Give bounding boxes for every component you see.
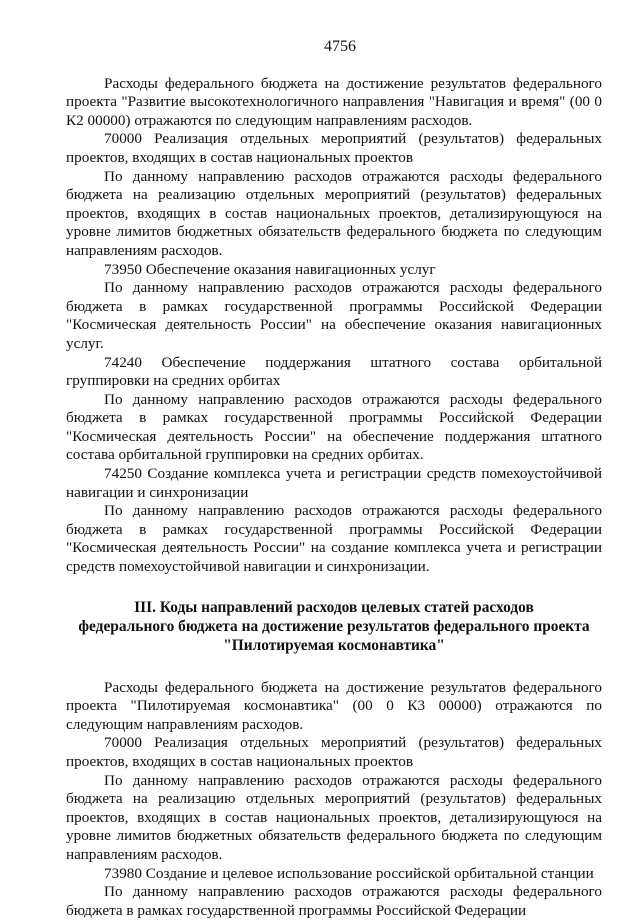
section1-item3-code-title: 74240 Обеспечение поддержания штатного состава орбитальной группировки на средних орбитах: [66, 353, 602, 390]
section2-item1-description: По данному направлению расходов отражаются расходы федерального бюджета на реализацию отдельных мероприятий (результатов) федеральных проектов, входящих в состав национальных проектов, детализирующуюся на уровне лимитов бюджетных обязательств федерального бюджета по следующим направлениям расходов.: [66, 771, 602, 863]
section1-item4-description: По данному направлению расходов отражаются расходы федерального бюджета в рамках государственной программы Российской Федерации "Космическая деятельность России" на создание комплекса учета и регистрации средств помехоустойчивой навигации и синхронизации.: [66, 502, 602, 576]
section-heading: [66, 598, 602, 655]
section1-intro: Расходы федерального бюджета на достижение результатов федерального проекта "Развитие высокотехнологичного направления "Навигация и время" (00 0 К2 00000) отражаются по следующим направлениям расходов.: [66, 74, 602, 129]
section2-item2-code-title: 73980 Создание и целевое использование российской орбитальной станции: [104, 864, 594, 882]
section1-item4-code-title: 74250 Создание комплекса учета и регистрации средств помехоустойчивой навигации и синхронизации: [66, 465, 602, 501]
section1-item1-code-title: 70000 Реализация отдельных мероприятий (результатов) федеральных проектов, входящих в состав национальных проектов: [66, 130, 602, 166]
section2-intro: Расходы федерального бюджета на достижение результатов федерального проекта "Пилотируемая космонавтика" (00 0 К3 00000) отражаются по следующим направлениям расходов.: [66, 678, 602, 733]
page-number: 4756: [324, 38, 356, 55]
section1-item1-description: По данному направлению расходов отражаются расходы федерального бюджета на реализацию отдельных мероприятий (результатов) федеральных проектов, входящих в состав национальных проектов, детализирующуюся на уровне лимитов бюджетных обязательств федерального бюджета по следующим направлениям расходов.: [66, 167, 602, 259]
section2-item2-description: По данному направлению расходов отражаются расходы федерального бюджета в рамках государственной программы Российской Федерации: [66, 883, 602, 919]
section1-item3-description: По данному направлению расходов отражаются расходы федерального бюджета в рамках государственной программы Российской Федерации "Космическая деятельность России" на обеспечение поддержания штатного состава орбитальной группировки на средних орбитах.: [66, 390, 602, 464]
section-heading-line1: III. Коды направлений расходов целевых статей расходов: [134, 598, 534, 616]
section2-item1-code-title: 70000 Реализация отдельных мероприятий (результатов) федеральных проектов, входящих в состав национальных проектов: [66, 734, 602, 770]
section1-item2-description: По данному направлению расходов отражаются расходы федерального бюджета в рамках государственной программы Российской Федерации "Космическая деятельность России" на обеспечение оказания навигационных услуг.: [66, 279, 602, 352]
section1-item2-code-title: 73950 Обеспечение оказания навигационных услуг: [104, 260, 436, 278]
section-heading-line3: "Пилотируемая космонавтика": [223, 636, 445, 654]
document-page: [66, 38, 602, 920]
section-heading-line2: федерального бюджета на достижение результатов федерального проекта: [78, 617, 590, 635]
